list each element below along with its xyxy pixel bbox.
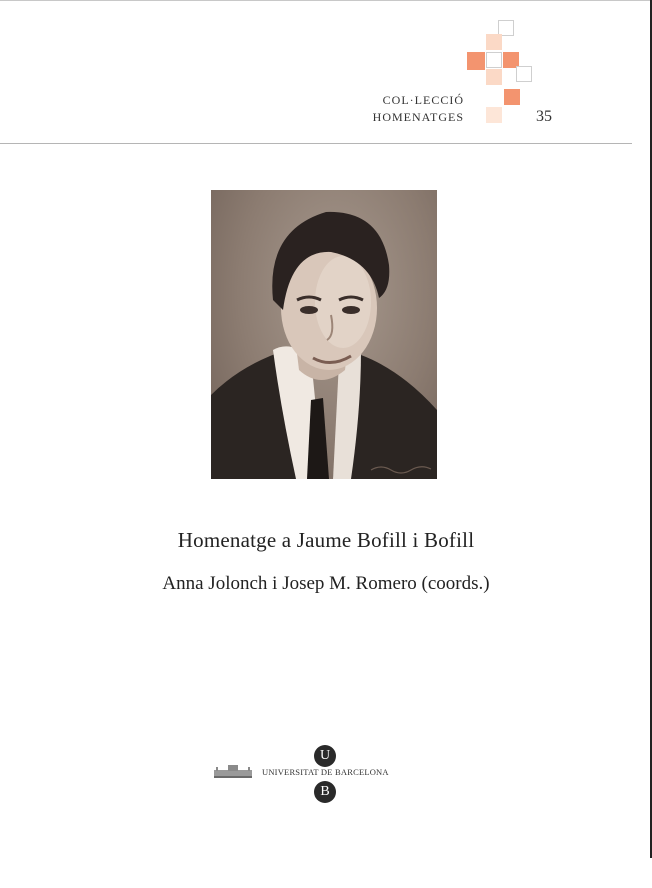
collection-line-2: HOMENATGES <box>372 110 464 124</box>
square-outline <box>516 66 532 82</box>
square-strong <box>467 52 485 70</box>
university-building-icon <box>214 764 252 783</box>
square-light <box>486 69 502 85</box>
university-name: UNIVERSITAT DE BARCELONA <box>262 767 389 777</box>
portrait-photo <box>211 190 437 479</box>
collection-label <box>338 92 464 126</box>
header-divider <box>0 143 632 144</box>
page-top-border <box>0 0 652 1</box>
square-light <box>486 107 502 123</box>
university-logo-b: B <box>314 781 336 803</box>
square-light <box>486 34 502 50</box>
book-title: Homenatge a Jaume Bofill i Bofill <box>177 528 475 552</box>
collection-number: 35 <box>536 108 552 125</box>
square-outline <box>486 52 502 68</box>
collection-line-1: COL·LECCIÓ <box>382 93 464 107</box>
book-authors: Anna Jolonch i Josep M. Romero (coords.) <box>162 573 490 594</box>
university-logo-u: U <box>314 745 336 767</box>
square-strong <box>504 89 520 105</box>
